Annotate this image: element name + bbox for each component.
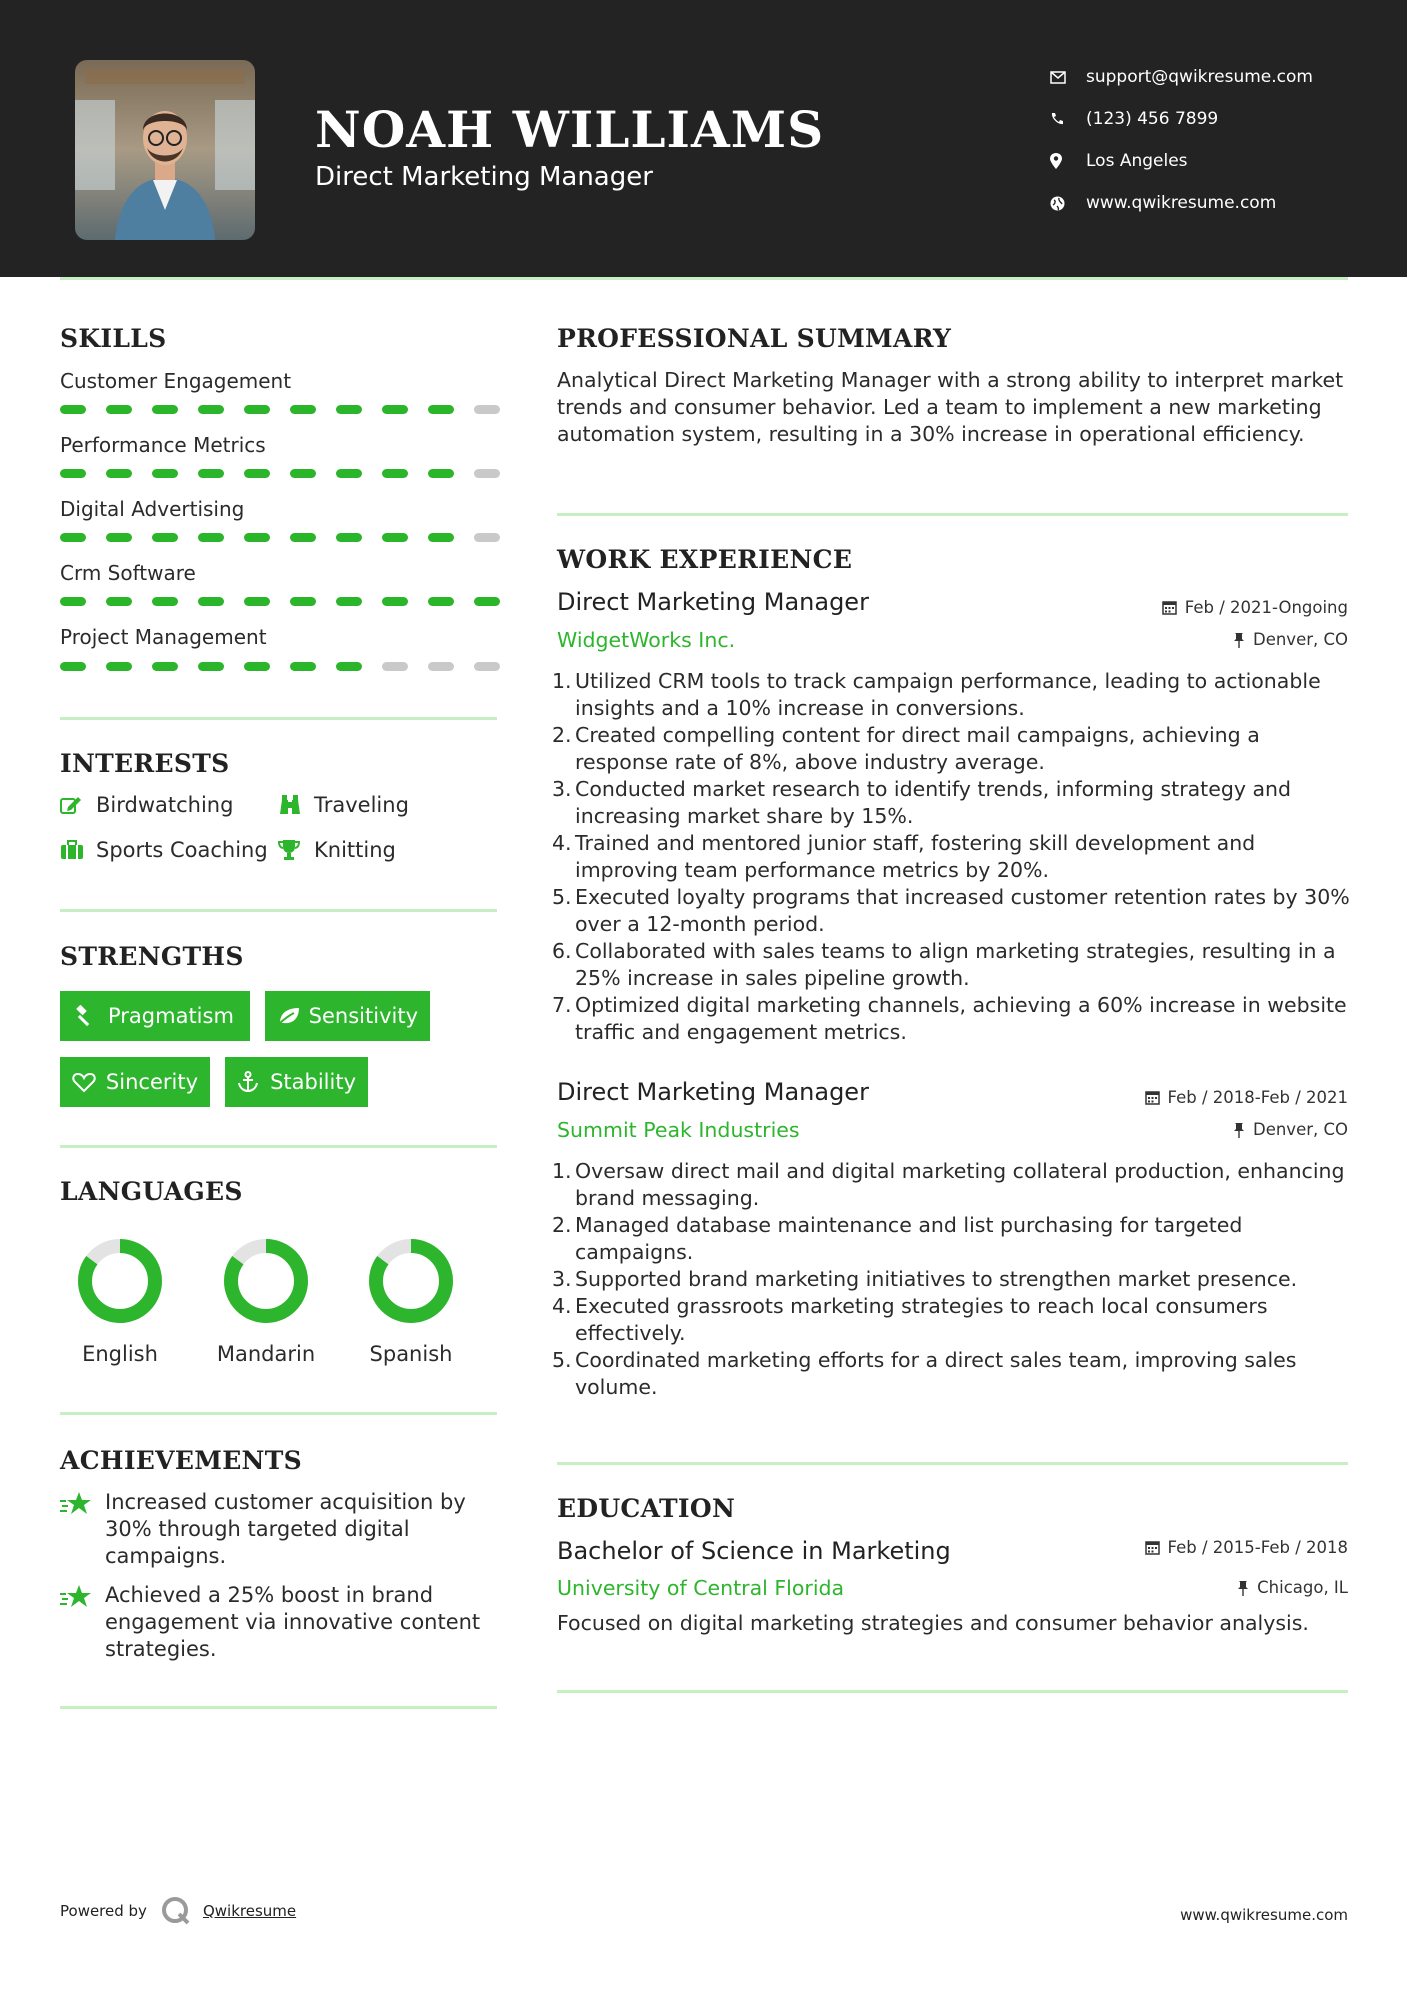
contact-location-text: Los Angeles [1086,151,1188,171]
experience-title: WORK EXPERIENCE [557,545,853,574]
strength-label: Sincerity [105,1070,198,1094]
skill-dash-filled [290,405,316,414]
pushpin-icon [1233,632,1245,648]
phone-icon [1050,112,1086,126]
skill-label: Customer Engagement [60,369,292,393]
contact-website[interactable] [1050,182,1390,224]
skill-dash-filled [290,597,316,606]
summary-title: PROFESSIONAL SUMMARY [557,324,952,353]
star-icon [60,1489,105,1570]
language-label: English [82,1342,158,1366]
skill-dash-filled [336,597,362,606]
achievement-item [60,1489,500,1570]
skill-label: Crm Software [60,561,196,585]
strength-label: Pragmatism [108,1004,234,1028]
skill-dash-filled [290,469,316,478]
skill-meter [60,533,500,542]
section-divider [60,1706,497,1709]
language-label: Spanish [369,1342,453,1366]
skill-dash-filled [244,469,270,478]
interests-title: INTERESTS [60,749,230,778]
skill-dash-filled [382,597,408,606]
skill-dash-empty [474,533,500,542]
footer-powered-by [60,1896,296,1926]
section-divider [60,1145,497,1148]
skill-dash-filled [106,405,132,414]
skill-dash-filled [152,469,178,478]
education-title: EDUCATION [557,1494,736,1523]
contact-website-text: www.qwikresume.com [1086,193,1277,213]
achievement-text: Achieved a 25% boost in brand engagement via innovative content strategies. [105,1583,481,1661]
contact-location [1050,140,1390,182]
strength-badge [265,991,430,1041]
skill-dash-filled [244,662,270,671]
skill-dash-filled [382,469,408,478]
job-title: Direct Marketing Manager [557,1078,869,1106]
skill-dash-filled [60,662,86,671]
skill-dash-filled [290,533,316,542]
calendar-icon [1162,600,1177,615]
section-divider [557,1690,1348,1693]
contact-phone[interactable] [1050,98,1390,140]
job-location [1233,1120,1348,1139]
skill-dash-filled [336,662,362,671]
skill-meter [60,597,500,606]
job-bullet: 3. Supported brand marketing initiatives to strengthen market presence. [552,1267,1298,1291]
skill-dash-empty [474,405,500,414]
job-dates [1162,598,1348,617]
skill-meter [60,469,500,478]
job-bullet: 1. Oversaw direct mail and digital marketing collateral production, enhancing brand messaging. [552,1159,1345,1210]
job-bullet: 5. Coordinated marketing efforts for a direct sales team, improving sales volume. [552,1348,1297,1399]
skill-dash-filled [198,533,224,542]
achievements-title: ACHIEVEMENTS [60,1446,302,1475]
section-divider [557,1462,1348,1465]
job-title: Direct Marketing Manager [557,588,869,616]
binoculars-icon [278,794,314,816]
skill-dash-filled [106,533,132,542]
profile-photo [75,60,255,240]
skill-dash-filled [336,405,362,414]
skill-meter [60,662,500,671]
skill-dash-filled [152,533,178,542]
education-dates-text: Feb / 2015-Feb / 2018 [1167,1538,1348,1557]
skill-dash-filled [198,405,224,414]
envelope-icon [1050,71,1086,84]
skill-dash-filled [244,533,270,542]
interest-item [278,838,396,862]
skill-dash-filled [474,597,500,606]
interest-item [278,793,409,817]
language-ring [356,1226,466,1340]
skill-dash-empty [428,662,454,671]
skill-dash-filled [198,662,224,671]
gavel-icon [72,1005,108,1027]
achievement-item [60,1582,500,1663]
interest-label: Birdwatching [96,793,234,817]
skill-dash-filled [428,469,454,478]
skill-dash-filled [336,469,362,478]
summary-text: Analytical Direct Marketing Manager with a strong ability to interpret market trends and consumer behavior. Led a team to implement a new marketing automation system, resulting in a 30% increase in operational efficiency. [557,368,1344,446]
skill-dash-filled [382,533,408,542]
job-bullet: 4. Trained and mentored junior staff, fostering skill development and improving team performance metrics by 20%. [552,831,1256,882]
pushpin-icon [1237,1580,1249,1596]
skills-title: SKILLS [60,324,167,353]
pushpin-icon [1233,1122,1245,1138]
header-divider [60,277,1348,280]
skill-label: Digital Advertising [60,497,245,521]
edit-icon [60,795,96,815]
skill-dash-filled [152,597,178,606]
section-divider [557,513,1348,516]
strength-label: Stability [270,1070,356,1094]
skill-dash-filled [152,662,178,671]
language-label: Mandarin [216,1342,316,1366]
skill-dash-filled [336,533,362,542]
section-divider [60,909,497,912]
job-company: WidgetWorks Inc. [557,628,736,652]
education-location [1237,1578,1348,1597]
contact-email[interactable] [1050,56,1390,98]
skill-dash-filled [198,597,224,606]
job-bullet: 2. Managed database maintenance and list purchasing for targeted campaigns. [552,1213,1243,1264]
skill-dash-filled [428,597,454,606]
job-dates-text: Feb / 2021-Ongoing [1184,598,1348,617]
qwikresume-logo-icon [161,1896,191,1926]
skill-dash-empty [382,662,408,671]
job-bullet: 1. Utilized CRM tools to track campaign performance, leading to actionable insights and a 10% increase in conversions. [552,669,1321,720]
job-dates-text: Feb / 2018-Feb / 2021 [1167,1088,1348,1107]
trophy-icon [278,839,314,861]
skill-dash-filled [428,405,454,414]
resume-header [0,0,1407,277]
job-bullet: 7. Optimized digital marketing channels, achieving a 60% increase in website traffic and engagement metrics. [552,993,1347,1044]
skill-dash-filled [428,533,454,542]
education-description: Focused on digital marketing strategies and consumer behavior analysis. [557,1611,1309,1635]
job-bullet: 2. Created compelling content for direct mail campaigns, achieving a response rate of 8%, above industry average. [552,723,1260,774]
strength-badge [60,991,250,1041]
leaf-icon [277,1006,309,1026]
skill-label: Project Management [60,625,267,649]
job-bullets [552,1158,1357,1401]
footer-url[interactable]: www.qwikresume.com [1180,1906,1348,1924]
interest-item [60,793,233,817]
education-location-text: Chicago, IL [1257,1578,1348,1597]
education-dates [1145,1538,1348,1557]
languages-title: LANGUAGES [60,1177,243,1206]
strength-badge [225,1057,368,1107]
education-school: University of Central Florida [557,1576,845,1600]
skill-dash-filled [244,597,270,606]
skill-dash-empty [474,662,500,671]
calendar-icon [1145,1090,1160,1105]
skill-dash-filled [60,405,86,414]
job-bullets [552,668,1357,1046]
job-location-text: Denver, CO [1252,630,1348,649]
skill-label: Performance Metrics [60,433,266,457]
skill-dash-filled [60,533,86,542]
strength-label: Sensitivity [308,1004,418,1028]
section-divider [60,1412,497,1415]
skill-dash-filled [198,469,224,478]
skill-dash-filled [290,662,316,671]
section-divider [60,717,497,720]
job-bullet: 6. Collaborated with sales teams to align marketing strategies, resulting in a 25% increase in sales pipeline growth. [552,939,1336,990]
skill-dash-filled [60,469,86,478]
interest-item [60,838,268,862]
achievement-text: Increased customer acquisition by 30% through targeted digital campaigns. [105,1490,466,1568]
job-dates [1145,1088,1348,1107]
star-icon [60,1582,105,1663]
anchor-icon [237,1071,270,1093]
skill-dash-empty [474,469,500,478]
contact-email-text: support@qwikresume.com [1086,67,1313,87]
map-pin-icon [1050,153,1086,169]
candidate-role: Direct Marketing Manager [315,162,653,192]
strengths-title: STRENGTHS [60,942,244,971]
job-company: Summit Peak Industries [557,1118,800,1142]
job-location-text: Denver, CO [1252,1120,1348,1139]
skill-meter [60,405,500,414]
skill-dash-filled [60,597,86,606]
interest-label: Knitting [314,838,396,862]
powered-by-text: Powered by [60,1902,147,1920]
skill-dash-filled [106,597,132,606]
candidate-name: NOAH WILLIAMS [315,100,825,159]
interest-label: Sports Coaching [96,838,268,862]
globe-icon [1050,196,1086,211]
strength-badge [60,1057,210,1107]
briefcase-icon [60,840,96,860]
skill-dash-filled [244,405,270,414]
calendar-icon [1145,1540,1160,1555]
heart-icon [72,1072,106,1093]
contact-list [1050,56,1390,224]
skill-dash-filled [106,662,132,671]
job-bullet: 4. Executed grassroots marketing strategies to reach local consumers effectively. [552,1294,1268,1345]
interest-label: Traveling [314,793,409,817]
education-degree: Bachelor of Science in Marketing [557,1537,951,1565]
job-bullet: 3. Conducted market research to identify trends, informing strategy and increasing market share by 15%. [552,777,1292,828]
contact-phone-text: (123) 456 7899 [1086,109,1219,129]
language-ring [65,1226,175,1340]
job-location [1233,630,1348,649]
skill-dash-filled [382,405,408,414]
job-bullet: 5. Executed loyalty programs that increased customer retention rates by 30% over a 12-month period. [552,885,1350,936]
language-ring [211,1226,321,1340]
skill-dash-filled [152,405,178,414]
skill-dash-filled [106,469,132,478]
qwikresume-link[interactable]: Qwikresume [202,1902,297,1920]
